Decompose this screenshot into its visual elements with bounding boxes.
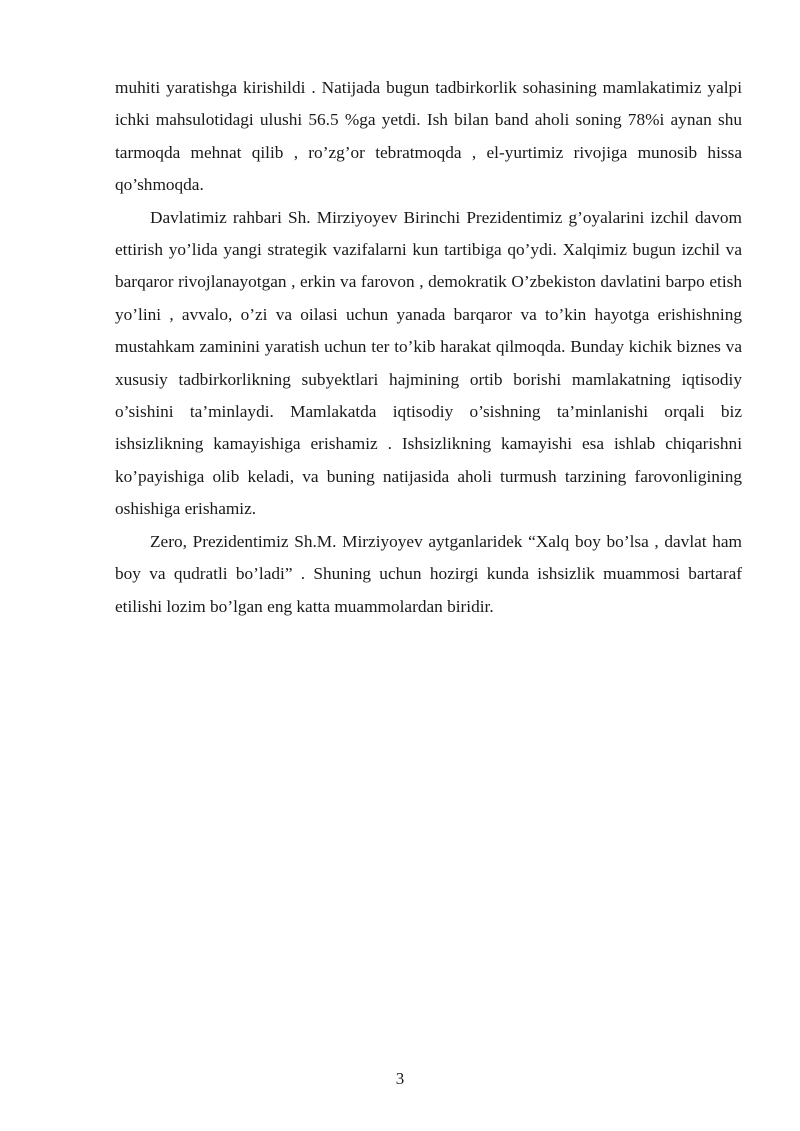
page-number: 3 xyxy=(395,1069,405,1088)
paragraph-quote-conclusion: Zero, Prezidentimiz Sh.M. Mirziyoyev aytganlaridek “Xalq boy bo’lsa , davlat ham boy va qudratli bo’ladi” . Shuning uchun hozirgi kunda ishsizlik muammosi bartaraf etilishi lozim bo’lgan eng katta muammolardan biridir. xyxy=(115,531,742,616)
paragraph-leader-strategy: Davlatimiz rahbari Sh. Mirziyoyev Birinchi Prezidentimiz g’oyalarini izchil davom ettirish yo’lida yangi strategik vazifalarni kun tartibiga qo’ydi. Xalqimiz bugun izchil va barqaror rivojlanayotgan , erkin va farovon , demokratik O’zbekiston davlatini barpo etish yo’lini , avvalo, o’zi va oilasi uchun yanada barqaror va to’kin hayotga erishishning mustahkam zaminini yaratish uchun ter to’kib harakat qilmoqda. Bunday kichik biznes va xususiy tadbirkorlikning subyektlari hajmining ortib borishi mamlakatning iqtisodiy o’sishini ta’minlaydi. Mamlakatda iqtisodiy o’sishning ta’minlanishi orqali biz ishsizlikning kamayishiga erishamiz . Ishsizlikning kamayishi esa ishlab chiqarishni ko’payishiga olib keladi, va buning natijasida aholi turmush tarzining farovonligining oshishiga erishamiz. xyxy=(115,207,742,519)
body-text xyxy=(115,72,742,623)
paragraph-continued: muhiti yaratishga kirishildi . Natijada bugun tadbirkorlik sohasining mamlakatimiz yalpi ichki mahsulotidagi ulushi 56.5 %ga yetdi. Ish bilan band aholi soning 78%i aynan shu tarmoqda mehnat qilib , ro’zg’or tebratmoqda , el-yurtimiz rivojiga munosib hissa qo’shmoqda. xyxy=(115,78,742,195)
